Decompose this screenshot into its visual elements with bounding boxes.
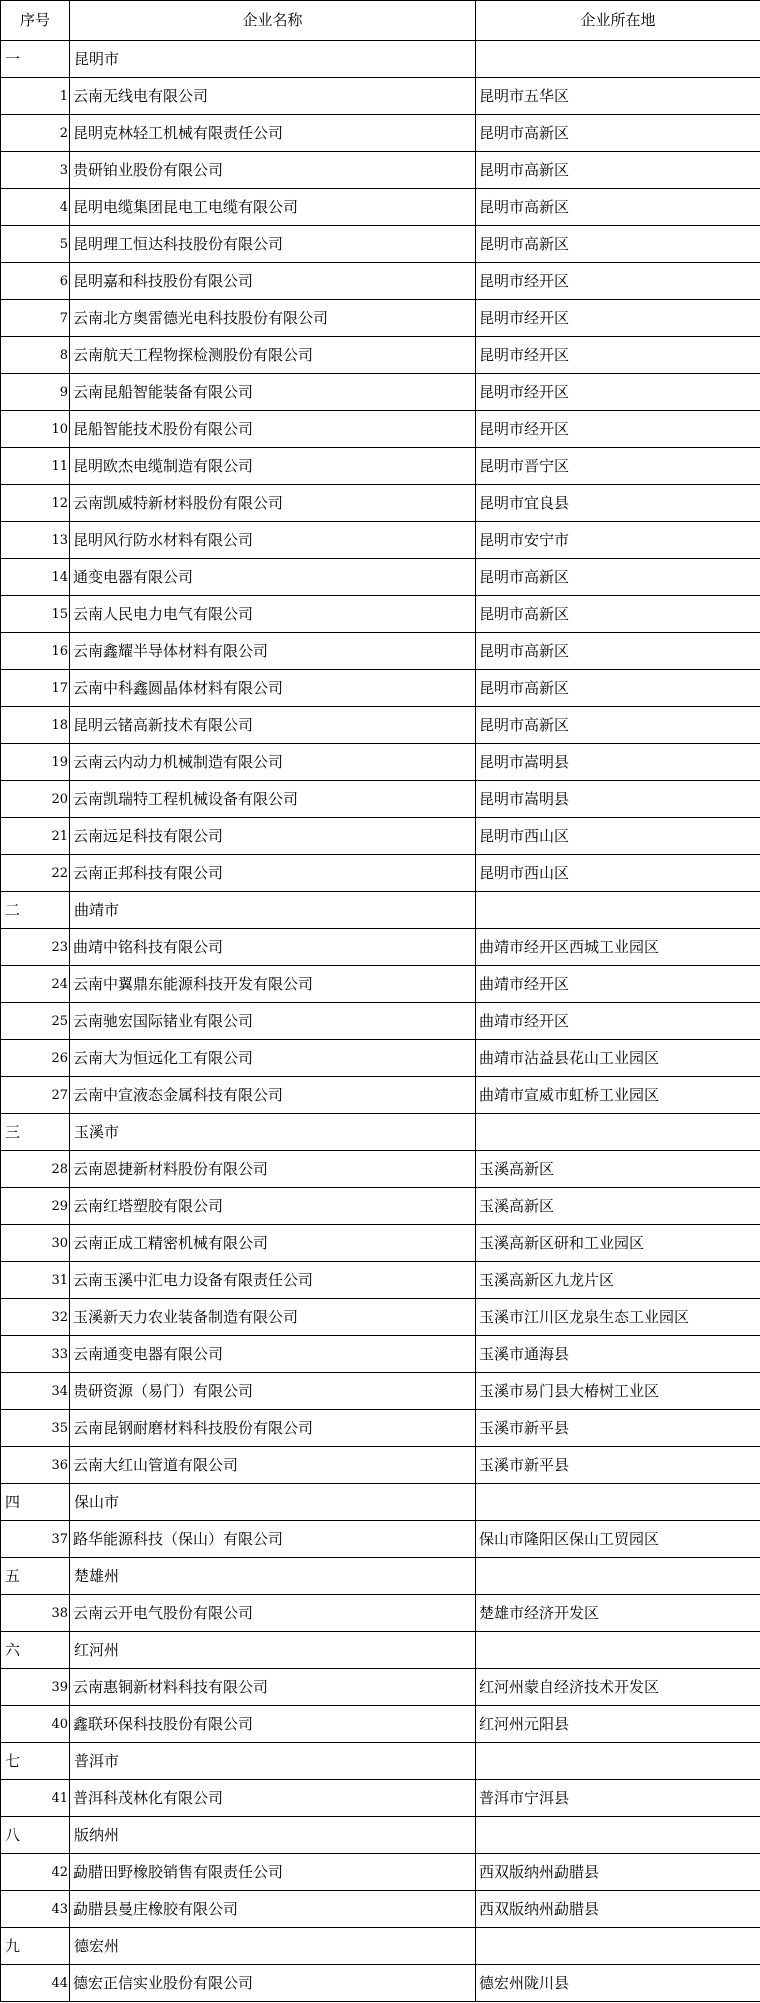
index-cell: 31 — [1, 1262, 70, 1299]
index-cell: 38 — [1, 1595, 70, 1632]
table-row — [1, 300, 760, 337]
index-cell: 九 — [1, 1928, 70, 1965]
location-cell: 玉溪市通海县 — [476, 1336, 760, 1373]
table-row — [1, 596, 760, 633]
company-name-cell: 云南凯瑞特工程机械设备有限公司 — [70, 781, 476, 818]
section-row — [1, 1632, 760, 1669]
table-row — [1, 1706, 760, 1743]
company-name-cell: 保山市 — [70, 1484, 476, 1521]
location-cell: 昆明市高新区 — [476, 189, 760, 226]
index-cell: 34 — [1, 1373, 70, 1410]
index-cell: 五 — [1, 1558, 70, 1595]
company-name-cell: 红河州 — [70, 1632, 476, 1669]
location-cell: 昆明市五华区 — [476, 78, 760, 115]
index-cell: 30 — [1, 1225, 70, 1262]
company-name-cell: 鑫联环保科技股份有限公司 — [70, 1706, 476, 1743]
index-cell: 13 — [1, 522, 70, 559]
index-cell: 9 — [1, 374, 70, 411]
location-cell: 玉溪市新平县 — [476, 1447, 760, 1484]
company-name-cell: 云南昆船智能装备有限公司 — [70, 374, 476, 411]
index-cell: 26 — [1, 1040, 70, 1077]
location-cell: 曲靖市经开区 — [476, 1003, 760, 1040]
company-name-cell: 勐腊田野橡胶销售有限责任公司 — [70, 1854, 476, 1891]
location-cell: 昆明市高新区 — [476, 559, 760, 596]
table-row — [1, 152, 760, 189]
company-name-cell: 昆船智能技术股份有限公司 — [70, 411, 476, 448]
table-row — [1, 1336, 760, 1373]
location-cell: 保山市隆阳区保山工贸园区 — [476, 1521, 760, 1558]
section-row — [1, 1928, 760, 1965]
table-row — [1, 1669, 760, 1706]
index-cell: 2 — [1, 115, 70, 152]
index-cell: 6 — [1, 263, 70, 300]
index-cell: 3 — [1, 152, 70, 189]
table-body — [1, 1, 760, 2002]
location-cell: 红河州元阳县 — [476, 1706, 760, 1743]
location-cell — [476, 1817, 760, 1854]
index-cell: 三 — [1, 1114, 70, 1151]
location-cell: 昆明市西山区 — [476, 855, 760, 892]
company-name-cell: 昆明云锗高新技术有限公司 — [70, 707, 476, 744]
company-name-cell: 云南云开电气股份有限公司 — [70, 1595, 476, 1632]
company-name-cell: 普洱市 — [70, 1743, 476, 1780]
company-name-cell: 昆明风行防水材料有限公司 — [70, 522, 476, 559]
table-row — [1, 1151, 760, 1188]
table-row — [1, 522, 760, 559]
location-cell: 昆明市宜良县 — [476, 485, 760, 522]
company-name-cell: 昆明克林轻工机械有限责任公司 — [70, 115, 476, 152]
company-name-cell: 玉溪市 — [70, 1114, 476, 1151]
table-row — [1, 1521, 760, 1558]
table-row — [1, 1410, 760, 1447]
location-cell: 普洱市宁洱县 — [476, 1780, 760, 1817]
company-name-cell: 云南正邦科技有限公司 — [70, 855, 476, 892]
location-cell — [476, 1743, 760, 1780]
index-cell: 八 — [1, 1817, 70, 1854]
location-cell: 西双版纳州勐腊县 — [476, 1891, 760, 1928]
header-index: 序号 — [1, 1, 70, 41]
company-name-cell: 云南恩捷新材料股份有限公司 — [70, 1151, 476, 1188]
table-row — [1, 559, 760, 596]
location-cell: 曲靖市经开区西城工业园区 — [476, 929, 760, 966]
index-cell: 16 — [1, 633, 70, 670]
index-cell: 5 — [1, 226, 70, 263]
index-cell: 7 — [1, 300, 70, 337]
index-cell: 23 — [1, 929, 70, 966]
location-cell: 玉溪高新区研和工业园区 — [476, 1225, 760, 1262]
location-cell: 曲靖市沾益县花山工业园区 — [476, 1040, 760, 1077]
index-cell: 10 — [1, 411, 70, 448]
index-cell: 24 — [1, 966, 70, 1003]
company-name-cell: 云南鑫耀半导体材料有限公司 — [70, 633, 476, 670]
table-row — [1, 707, 760, 744]
company-name-cell: 版纳州 — [70, 1817, 476, 1854]
table-row — [1, 226, 760, 263]
header-row — [1, 1, 760, 41]
index-cell: 42 — [1, 1854, 70, 1891]
index-cell: 25 — [1, 1003, 70, 1040]
company-name-cell: 昆明市 — [70, 41, 476, 78]
index-cell: 41 — [1, 1780, 70, 1817]
location-cell: 玉溪市江川区龙泉生态工业园区 — [476, 1299, 760, 1336]
index-cell: 12 — [1, 485, 70, 522]
location-cell: 德宏州陇川县 — [476, 1965, 760, 2002]
table-row — [1, 115, 760, 152]
table-row — [1, 1854, 760, 1891]
table-row — [1, 1077, 760, 1114]
location-cell: 昆明市经开区 — [476, 411, 760, 448]
header-location: 企业所在地 — [476, 1, 760, 41]
location-cell — [476, 1558, 760, 1595]
location-cell — [476, 892, 760, 929]
table-row — [1, 1780, 760, 1817]
table-row — [1, 1299, 760, 1336]
company-name-cell: 路华能源科技（保山）有限公司 — [70, 1521, 476, 1558]
location-cell: 玉溪市易门县大椿树工业区 — [476, 1373, 760, 1410]
table-row — [1, 1040, 760, 1077]
index-cell: 44 — [1, 1965, 70, 2002]
index-cell: 35 — [1, 1410, 70, 1447]
index-cell: 15 — [1, 596, 70, 633]
table-row — [1, 855, 760, 892]
table-row — [1, 1188, 760, 1225]
index-cell: 32 — [1, 1299, 70, 1336]
company-name-cell: 云南中宣液态金属科技有限公司 — [70, 1077, 476, 1114]
location-cell: 玉溪市新平县 — [476, 1410, 760, 1447]
location-cell: 昆明市嵩明县 — [476, 781, 760, 818]
index-cell: 27 — [1, 1077, 70, 1114]
table-row — [1, 670, 760, 707]
location-cell: 昆明市高新区 — [476, 152, 760, 189]
company-name-cell: 通变电器有限公司 — [70, 559, 476, 596]
table-row — [1, 781, 760, 818]
company-name-cell: 云南驰宏国际锗业有限公司 — [70, 1003, 476, 1040]
company-name-cell: 楚雄州 — [70, 1558, 476, 1595]
location-cell: 昆明市晋宁区 — [476, 448, 760, 485]
location-cell — [476, 1114, 760, 1151]
table-row — [1, 1891, 760, 1928]
location-cell: 昆明市经开区 — [476, 263, 760, 300]
index-cell: 21 — [1, 818, 70, 855]
table-row — [1, 1447, 760, 1484]
table-row — [1, 929, 760, 966]
company-name-cell: 云南大红山管道有限公司 — [70, 1447, 476, 1484]
location-cell: 昆明市高新区 — [476, 633, 760, 670]
location-cell: 玉溪高新区九龙片区 — [476, 1262, 760, 1299]
table-row — [1, 633, 760, 670]
company-name-cell: 云南正成工精密机械有限公司 — [70, 1225, 476, 1262]
table-row — [1, 485, 760, 522]
location-cell: 楚雄市经济开发区 — [476, 1595, 760, 1632]
table-row — [1, 1595, 760, 1632]
company-name-cell: 昆明嘉和科技股份有限公司 — [70, 263, 476, 300]
location-cell: 昆明市高新区 — [476, 596, 760, 633]
location-cell: 昆明市高新区 — [476, 707, 760, 744]
company-name-cell: 德宏正信实业股份有限公司 — [70, 1965, 476, 2002]
index-cell: 二 — [1, 892, 70, 929]
location-cell — [476, 1484, 760, 1521]
section-row — [1, 41, 760, 78]
table-row — [1, 411, 760, 448]
location-cell: 昆明市高新区 — [476, 115, 760, 152]
company-name-cell: 云南昆钢耐磨材料科技股份有限公司 — [70, 1410, 476, 1447]
company-name-cell: 贵研铂业股份有限公司 — [70, 152, 476, 189]
location-cell — [476, 41, 760, 78]
location-cell: 曲靖市宣威市虹桥工业园区 — [476, 1077, 760, 1114]
location-cell: 昆明市安宁市 — [476, 522, 760, 559]
location-cell: 昆明市高新区 — [476, 226, 760, 263]
location-cell: 昆明市经开区 — [476, 337, 760, 374]
table-row — [1, 448, 760, 485]
section-row — [1, 1558, 760, 1595]
index-cell: 33 — [1, 1336, 70, 1373]
location-cell: 红河州蒙自经济技术开发区 — [476, 1669, 760, 1706]
company-name-cell: 云南云内动力机械制造有限公司 — [70, 744, 476, 781]
table-row — [1, 966, 760, 1003]
index-cell: 29 — [1, 1188, 70, 1225]
table-row — [1, 189, 760, 226]
location-cell: 曲靖市经开区 — [476, 966, 760, 1003]
location-cell: 玉溪高新区 — [476, 1151, 760, 1188]
index-cell: 36 — [1, 1447, 70, 1484]
company-name-cell: 云南红塔塑胶有限公司 — [70, 1188, 476, 1225]
company-name-cell: 云南通变电器有限公司 — [70, 1336, 476, 1373]
index-cell: 20 — [1, 781, 70, 818]
index-cell: 28 — [1, 1151, 70, 1188]
index-cell: 39 — [1, 1669, 70, 1706]
index-cell: 40 — [1, 1706, 70, 1743]
index-cell: 19 — [1, 744, 70, 781]
company-name-cell: 云南人民电力电气有限公司 — [70, 596, 476, 633]
index-cell: 1 — [1, 78, 70, 115]
company-name-cell: 勐腊县曼庄橡胶有限公司 — [70, 1891, 476, 1928]
index-cell: 8 — [1, 337, 70, 374]
company-name-cell: 昆明电缆集团昆电工电缆有限公司 — [70, 189, 476, 226]
company-name-cell: 玉溪新天力农业装备制造有限公司 — [70, 1299, 476, 1336]
company-name-cell: 云南惠铜新材料科技有限公司 — [70, 1669, 476, 1706]
table-row — [1, 1003, 760, 1040]
index-cell: 七 — [1, 1743, 70, 1780]
company-name-cell: 云南玉溪中汇电力设备有限责任公司 — [70, 1262, 476, 1299]
company-name-cell: 德宏州 — [70, 1928, 476, 1965]
company-name-cell: 云南中翼鼎东能源科技开发有限公司 — [70, 966, 476, 1003]
index-cell: 17 — [1, 670, 70, 707]
table-row — [1, 818, 760, 855]
index-cell: 18 — [1, 707, 70, 744]
table-row — [1, 337, 760, 374]
location-cell: 昆明市经开区 — [476, 300, 760, 337]
location-cell: 昆明市高新区 — [476, 670, 760, 707]
table-row — [1, 744, 760, 781]
company-name-cell: 云南北方奥雷德光电科技股份有限公司 — [70, 300, 476, 337]
company-name-cell: 曲靖市 — [70, 892, 476, 929]
index-cell: 14 — [1, 559, 70, 596]
company-name-cell: 普洱科茂林化有限公司 — [70, 1780, 476, 1817]
table-row — [1, 374, 760, 411]
table-row — [1, 1373, 760, 1410]
location-cell: 昆明市经开区 — [476, 374, 760, 411]
table-row — [1, 78, 760, 115]
location-cell: 西双版纳州勐腊县 — [476, 1854, 760, 1891]
header-company-name: 企业名称 — [70, 1, 476, 41]
table-row — [1, 1225, 760, 1262]
table-row — [1, 1965, 760, 2002]
section-row — [1, 1114, 760, 1151]
index-cell: 22 — [1, 855, 70, 892]
location-cell: 玉溪高新区 — [476, 1188, 760, 1225]
company-name-cell: 曲靖中铭科技有限公司 — [70, 929, 476, 966]
company-name-cell: 云南大为恒远化工有限公司 — [70, 1040, 476, 1077]
company-name-cell: 贵研资源（易门）有限公司 — [70, 1373, 476, 1410]
section-row — [1, 892, 760, 929]
location-cell: 昆明市嵩明县 — [476, 744, 760, 781]
index-cell: 一 — [1, 41, 70, 78]
table-row — [1, 1262, 760, 1299]
index-cell: 4 — [1, 189, 70, 226]
table-row — [1, 263, 760, 300]
section-row — [1, 1817, 760, 1854]
index-cell: 43 — [1, 1891, 70, 1928]
index-cell: 四 — [1, 1484, 70, 1521]
index-cell: 六 — [1, 1632, 70, 1669]
company-name-cell: 昆明欧杰电缆制造有限公司 — [70, 448, 476, 485]
company-name-cell: 云南远足科技有限公司 — [70, 818, 476, 855]
location-cell: 昆明市西山区 — [476, 818, 760, 855]
section-row — [1, 1743, 760, 1780]
company-name-cell: 云南无线电有限公司 — [70, 78, 476, 115]
location-cell — [476, 1928, 760, 1965]
company-name-cell: 云南航天工程物探检测股份有限公司 — [70, 337, 476, 374]
company-name-cell: 云南凯威特新材料股份有限公司 — [70, 485, 476, 522]
index-cell: 11 — [1, 448, 70, 485]
company-name-cell: 云南中科鑫圆晶体材料有限公司 — [70, 670, 476, 707]
section-row — [1, 1484, 760, 1521]
index-cell: 37 — [1, 1521, 70, 1558]
company-name-cell: 昆明理工恒达科技股份有限公司 — [70, 226, 476, 263]
location-cell — [476, 1632, 760, 1669]
